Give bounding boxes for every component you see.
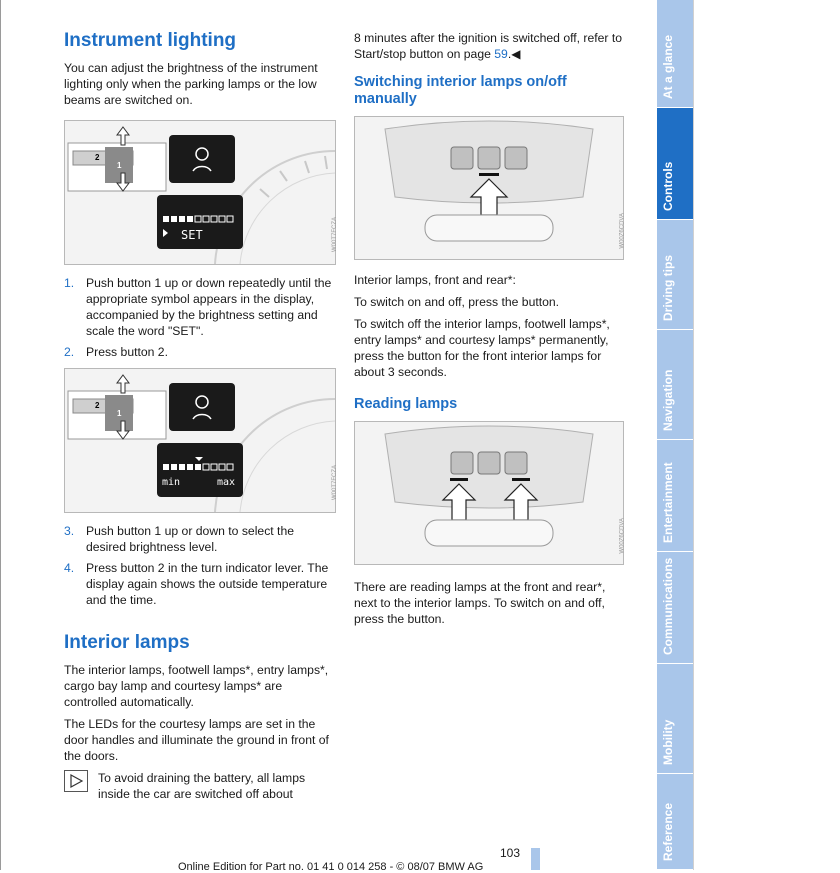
fig2-label-1: 1 [117,409,122,418]
tab-at-a-glance[interactable]: At a glance [657,0,693,108]
figure-instrument-level [64,368,336,513]
section-title-instrument-lighting: Instrument lighting [64,30,237,51]
reading-lamps-paragraph: There are reading lamps at the front and rear*, next to the interior lamps. To switch on and off, press the button. [354,580,606,626]
fig2-code: W00T7FCZA [332,465,338,501]
tab-controls[interactable]: Controls [657,108,693,220]
figure-interior-lamp-button [354,116,624,260]
reading-lamp-illustration [355,422,623,564]
page-number-marker [531,848,540,870]
step-item: 4. Press button 2 in the turn indicator lever. The display again shows the outside temperature and the time. [64,561,329,607]
fig4-code: W00Z6CDVA [620,518,626,554]
fig1-label-1: 1 [117,161,122,170]
tab-navigation[interactable]: Navigation [657,330,693,440]
front-rear-label: Interior lamps, front and rear*: [354,273,516,287]
fig1-label-2: 2 [95,153,100,162]
tab-reference[interactable]: Reference [657,774,693,870]
tab-driving-tips[interactable]: Driving tips [657,220,693,330]
intro-paragraph: You can adjust the brightness of the instrument lighting only when the parking lamps or the low beams are switched on. [64,61,318,107]
step-item: 3. Push button 1 up or down to select the desired brightness level. [64,524,295,554]
interior-lamp-illustration [355,117,623,259]
note-block [64,770,336,802]
fig3-code: W00Z6CDVA [620,213,626,249]
page-link[interactable]: 59 [494,47,508,61]
chapter-tab-bar [657,0,693,870]
note-text: To avoid draining the battery, all lamps inside the car are switched off about [98,771,306,801]
fig1-code: W00T7FCZA [332,217,338,253]
tab-entertainment[interactable]: Entertainment [657,440,693,552]
interior-paragraph-2: The LEDs for the courtesy lamps are set in the door handles and illuminate the ground in front of the doors. [64,717,329,763]
fig2-min: min [162,477,181,488]
continuation-paragraph: 8 minutes after the ignition is switched off, refer to Start/stop button on page 59.◀ [354,31,623,61]
permanent-off-instruction: To switch off the interior lamps, footwell lamps*, entry lamps* and courtesy lamps* permanently, press the button for the front interior lamps for about 3 seconds. [354,317,610,379]
instrument-set-illustration [65,121,335,264]
subtitle-reading-lamps: Reading lamps [354,396,458,412]
fig2-max: max [217,477,236,488]
fig2-label-2: 2 [95,401,100,410]
page-number: 103 [500,846,521,860]
subtitle-switching-manually: Switching interior lamps on/off manually [354,74,567,107]
switch-instruction: To switch on and off, press the button. [354,295,560,309]
steps-list-a [64,275,336,360]
steps-list-b [64,523,336,608]
step-item: 2. Press button 2. [64,345,168,359]
footer-edition: Online Edition for Part no. 01 41 0 014 258 - © 08/07 BMW AG [178,861,484,873]
section-title-interior-lamps: Interior lamps [64,632,190,653]
left-column [64,30,336,802]
interior-paragraph-1: The interior lamps, footwell lamps*, entry lamps*, cargo bay lamp and courtesy lamps* are controlled automatically. [64,663,329,709]
fig1-display-set: SET [181,228,203,242]
tab-mobility[interactable]: Mobility [657,664,693,774]
tab-communications[interactable]: Communications [657,552,693,664]
note-arrow-icon [64,770,88,792]
figure-reading-lamps [354,421,624,565]
page-border [0,0,1,870]
figure-instrument-set [64,120,336,265]
instrument-level-illustration [65,369,335,512]
right-column [354,30,626,633]
page-right-edge [693,0,694,870]
step-item: 1. Push button 1 up or down repeatedly until the appropriate symbol appears in the display, accompanied by the brightness setting and scale the word "SET". [64,276,332,338]
